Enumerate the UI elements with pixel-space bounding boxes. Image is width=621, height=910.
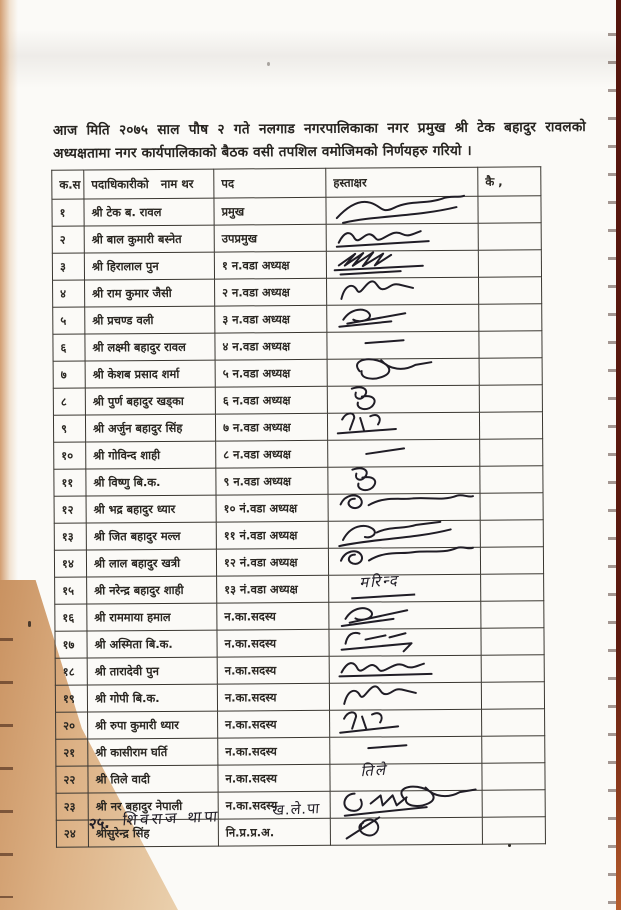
name-cell: श्री विष्णु बि.क. xyxy=(86,468,216,496)
remarks-cell xyxy=(479,412,542,439)
post-cell: न.का.सदस्य xyxy=(218,737,330,765)
table-row xyxy=(53,277,542,307)
name-cell: श्रीसुरेन्द्र सिंह xyxy=(88,819,218,847)
column-header-remarks: कै , xyxy=(478,167,541,196)
signature-cell xyxy=(326,223,478,251)
post-cell: १० नं.वडा अध्यक्ष xyxy=(216,494,328,522)
column-header-signature: हस्ताक्षर xyxy=(326,167,478,197)
post-cell: ८ न.वडा अध्यक्ष xyxy=(216,440,328,468)
post-cell: प्रमुख xyxy=(214,197,326,225)
post-cell: ५ न.वडा अध्यक्ष xyxy=(215,359,327,387)
sn-cell: २२ xyxy=(56,766,88,793)
name-cell: श्री टेक ब. रावल xyxy=(84,198,214,226)
table-row xyxy=(53,331,542,361)
name-cell: श्री लक्ष्मी बहादुर रावल xyxy=(85,333,215,361)
column-header-post: पद xyxy=(214,168,326,198)
signature-cell xyxy=(328,466,480,494)
signature-scribble xyxy=(332,461,480,498)
name-cell: श्री लाल बहादुर खत्री xyxy=(86,549,216,577)
sn-cell: ६ xyxy=(53,334,85,361)
table-row xyxy=(53,385,542,415)
remarks-cell xyxy=(480,466,543,493)
table-row xyxy=(56,736,545,766)
post-cell: न.का.सदस्य xyxy=(217,602,329,630)
table-row xyxy=(55,574,544,604)
table-row xyxy=(52,223,541,253)
post-cell: १ न.वडा अध्यक्ष xyxy=(214,251,326,279)
table-row xyxy=(55,601,544,631)
sn-cell: १४ xyxy=(54,550,86,577)
name-cell: श्री केशब प्रसाद शर्मा xyxy=(85,360,215,388)
remarks-cell xyxy=(481,601,544,628)
name-cell: श्री तारादेवी पुन xyxy=(87,657,217,685)
signature-cell xyxy=(327,385,479,413)
name-cell: श्री जित बहादुर मल्ल xyxy=(86,522,216,550)
sn-cell: ८ xyxy=(53,388,85,415)
table-row xyxy=(53,358,542,388)
name-cell: श्री राममाया हमाल xyxy=(87,603,217,631)
meeting-intro-paragraph: आज मिति २०७५ साल पौष २ गते नलगाड नगरपालिकाका नगर प्रमुख श्री टेक बहादुर रावलको अध्यक्षतामा नगर कार्यपालिकाको बैठक वसी तपशिल वमोजिमको निर्णयहरु गरियो । xyxy=(52,118,587,162)
post-cell: ६ न.वडा अध्यक्ष xyxy=(215,386,327,414)
table-row xyxy=(52,196,541,226)
name-cell: श्री प्रचण्ड वली xyxy=(85,306,215,334)
handwritten-name: शिवराज थापा xyxy=(121,807,221,830)
post-cell: न.का.सदस्य xyxy=(218,710,330,738)
sn-cell: ९ xyxy=(53,415,85,442)
name-cell: श्री नरेन्द्र बहादुर शाही xyxy=(87,576,217,604)
sn-cell: १५ xyxy=(55,577,87,604)
sn-cell: १ xyxy=(52,199,84,226)
signature-cell xyxy=(327,304,479,332)
signature-cell xyxy=(330,736,482,764)
table-row xyxy=(54,439,543,469)
sn-cell: २३ xyxy=(56,793,88,820)
table-row xyxy=(53,412,542,442)
table-row xyxy=(54,466,543,496)
remarks-cell xyxy=(479,277,542,304)
signature-cell xyxy=(330,709,482,737)
signature-handwritten-text: तिले xyxy=(359,760,388,781)
table-row xyxy=(52,250,541,280)
signature-cell xyxy=(329,682,481,710)
sn-cell: १८ xyxy=(55,658,87,685)
signature-cell xyxy=(327,412,479,440)
signature-cell xyxy=(327,331,479,359)
remarks-cell xyxy=(478,196,541,223)
signature-scribble xyxy=(331,299,479,336)
post-cell: ११ नं.वडा अध्यक्ष xyxy=(216,521,328,549)
signature-cell xyxy=(327,277,479,305)
remarks-cell xyxy=(479,358,542,385)
signature-cell xyxy=(328,439,480,467)
post-cell: ९ न.वडा अध्यक्ष xyxy=(216,467,328,495)
signature-scribble xyxy=(334,704,482,741)
remarks-cell xyxy=(479,385,542,412)
remarks-cell xyxy=(479,304,542,331)
remarks-cell xyxy=(480,520,543,547)
signature-cell xyxy=(326,250,478,278)
handwritten-sn: २५. xyxy=(87,813,111,833)
sn-cell: २० xyxy=(56,712,88,739)
sn-cell: १९ xyxy=(55,685,87,712)
post-cell: न.का.सदस्य xyxy=(217,656,329,684)
name-cell: श्री अस्मिता बि.क. xyxy=(87,630,217,658)
sn-cell: २१ xyxy=(56,739,88,766)
name-cell: श्री भद्र बहादुर ध्यार xyxy=(86,495,216,523)
table-row xyxy=(56,709,545,739)
post-cell: ३ न.वडा अध्यक्ष xyxy=(215,305,327,333)
name-cell: श्री बाल कुमारी बस्नेत xyxy=(84,225,214,253)
table-row xyxy=(53,304,542,334)
signature-underline xyxy=(351,594,415,600)
remarks-cell xyxy=(480,493,543,520)
signature-cell xyxy=(329,655,481,683)
column-header-sn: क.स xyxy=(52,170,84,199)
sn-cell: २४ xyxy=(56,820,88,847)
post-cell: १३ नं.वडा अध्यक्ष xyxy=(217,575,329,603)
sn-cell: ४ xyxy=(53,280,85,307)
sn-cell: ३ xyxy=(52,253,84,280)
name-cell: श्री राम कुमार जैसी xyxy=(85,279,215,307)
remarks-cell xyxy=(481,628,544,655)
remarks-cell xyxy=(480,547,543,574)
name-cell: श्री तिले वादी xyxy=(88,765,218,793)
post-cell: १२ नं.वडा अध्यक्ष xyxy=(216,548,328,576)
table-row xyxy=(55,655,544,685)
name-cell: श्री गोपी बि.क. xyxy=(87,684,217,712)
signature-cell xyxy=(329,571,481,602)
signature-scribble xyxy=(332,380,480,417)
sn-cell: २ xyxy=(52,226,84,253)
signature-scribble xyxy=(333,542,481,579)
remarks-cell xyxy=(482,709,545,736)
sn-cell: १७ xyxy=(55,631,87,658)
table-row xyxy=(54,493,543,523)
post-cell: ७ न.वडा अध्यक्ष xyxy=(215,413,327,441)
table-row xyxy=(55,628,544,658)
name-cell: श्री अर्जुन बहादुर सिंह xyxy=(85,414,215,442)
remarks-cell xyxy=(481,682,544,709)
name-cell: श्री पुर्ण बहादुर खड्का xyxy=(85,387,215,415)
name-cell: श्री हिरालाल पुन xyxy=(84,252,214,280)
remarks-cell xyxy=(478,223,541,250)
sn-cell: १३ xyxy=(54,523,86,550)
name-cell: श्री गोविन्द शाही xyxy=(86,441,216,469)
remarks-cell xyxy=(481,655,544,682)
sn-cell: १२ xyxy=(54,496,86,523)
post-cell: न.का.सदस्य xyxy=(218,791,330,819)
remarks-cell xyxy=(481,574,544,601)
table-row xyxy=(54,547,543,577)
sn-cell: ७ xyxy=(53,361,85,388)
name-cell: श्री रुपा कुमारी ध्यार xyxy=(88,711,218,739)
attendance-table xyxy=(51,166,546,847)
sn-cell: १६ xyxy=(55,604,87,631)
name-cell: श्री नर बहादुर नेपाली xyxy=(88,792,218,820)
signature-scribble xyxy=(331,218,479,255)
post-cell: उपप्रमुख xyxy=(214,224,326,252)
signature-scribble xyxy=(333,623,481,660)
signature-cell xyxy=(328,493,480,521)
signature-handwritten-text: मरिन्द xyxy=(358,571,400,592)
handwritten-post: ख.ले.पा xyxy=(271,800,321,820)
signature-cell xyxy=(326,196,478,224)
signature-cell xyxy=(328,520,480,548)
table-header-row xyxy=(52,167,541,199)
post-cell: नि.प्र.प्र.अ. xyxy=(218,818,330,846)
signature-cell xyxy=(330,760,482,791)
remarks-cell xyxy=(479,331,542,358)
signature-cell xyxy=(327,358,479,386)
sn-cell: ११ xyxy=(54,469,86,496)
post-cell: न.का.सदस्य xyxy=(218,764,330,792)
post-cell: २ न.वडा अध्यक्ष xyxy=(215,278,327,306)
name-cell: श्री कासीराम घर्ति xyxy=(88,738,218,766)
post-cell: न.का.सदस्य xyxy=(217,683,329,711)
post-cell: ४ न.वडा अध्यक्ष xyxy=(215,332,327,360)
table-row xyxy=(54,520,543,550)
remarks-cell xyxy=(478,250,541,277)
signature-cell xyxy=(329,628,481,656)
signature-cell xyxy=(328,547,480,575)
signature-cell xyxy=(329,601,481,629)
sn-cell: ५ xyxy=(53,307,85,334)
post-cell: न.का.सदस्य xyxy=(217,629,329,657)
table-row xyxy=(55,682,544,712)
sn-cell: १० xyxy=(54,442,86,469)
column-header-name: पदाधिकारीको नाम थर xyxy=(84,169,214,199)
remarks-cell xyxy=(480,439,543,466)
remarks-cell xyxy=(482,736,545,763)
